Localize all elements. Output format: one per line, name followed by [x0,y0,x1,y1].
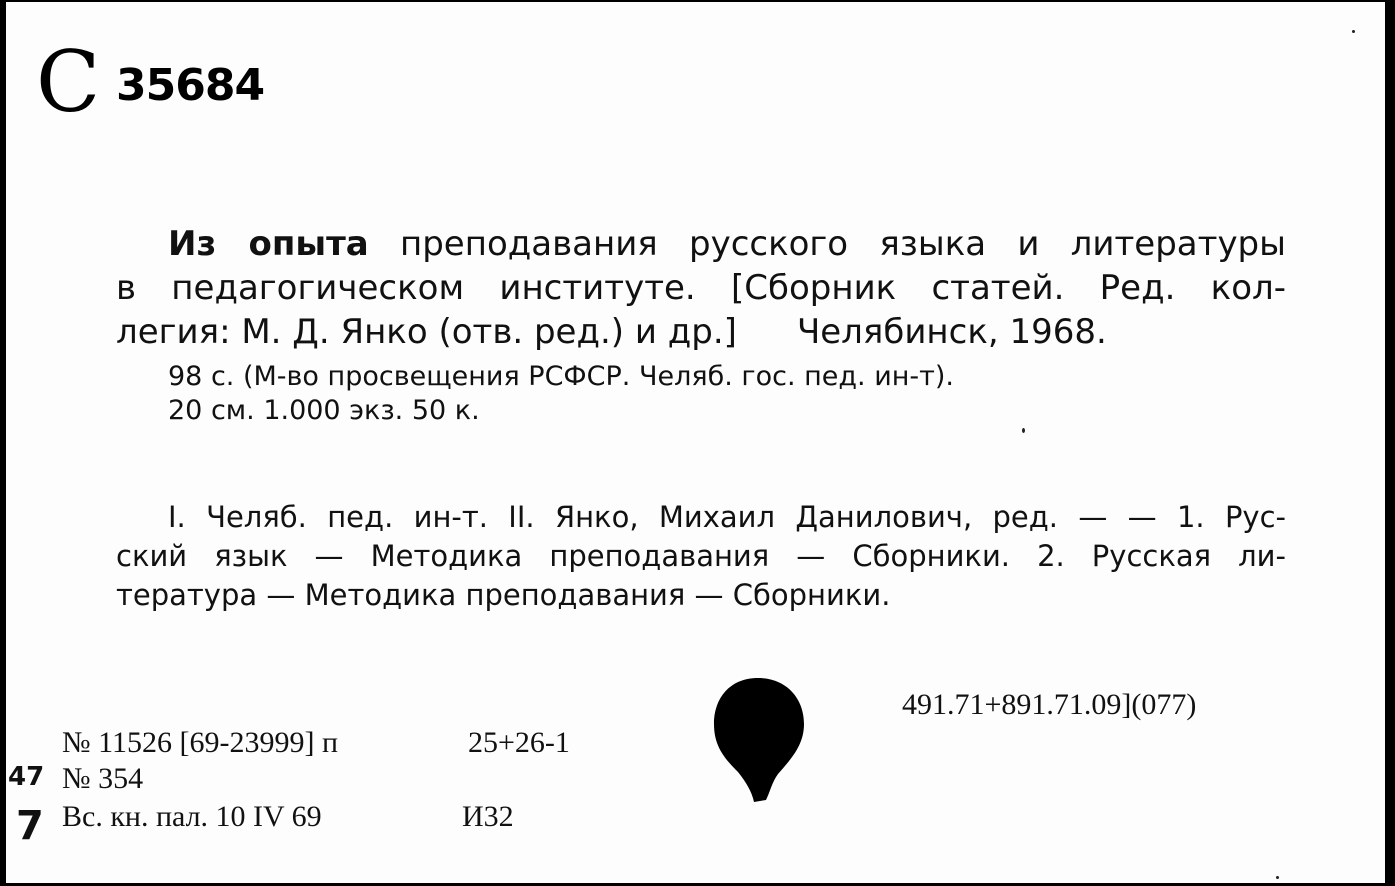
scan-speck [1352,30,1355,33]
title-line-3-a: легия: М. Д. Янко (отв. ред.) и др.] [116,312,737,352]
description-line-2: 20 см. 1.000 экз. 50 к. [168,395,480,426]
title-bold: Из опыта [168,224,369,264]
call-letter: C [36,33,101,131]
scan-speck [1276,876,1279,879]
title-line-1-rest: преподавания русского языка и литературы [368,224,1286,264]
description-line-1: 98 с. (М-во просвещения РСФСР. Челяб. гос. пед. ин-т). [168,361,954,392]
footer-chamber: Вс. кн. пал. 10 IV 69 [62,800,322,833]
footer-number-2: № 354 [62,762,144,795]
title-block [116,222,1286,354]
footer-side-number: 47 [8,762,45,792]
scan-speck [1022,428,1025,433]
scan-border-top [0,0,1395,2]
footer-code-2: И32 [462,800,514,833]
description [168,360,954,428]
subjects-line-1: I. Челяб. пед. ин-т. II. Янко, Михаил Данилович, ред. — — 1. Рус- [168,500,1286,534]
call-number: 35684 [116,60,265,111]
handwritten-mark: 7 [16,803,44,849]
title-line-2: в педагогическом институте. [Сборник статей. Ред. кол- [116,268,1286,308]
subjects-line-3: тература — Методика преподавания — Сборники. [116,578,891,612]
scan-border-left [0,0,6,886]
title-line-3 [116,310,1286,354]
subject-headings [116,498,1286,615]
punch-hole-icon [706,674,810,806]
title-line-3-b: Челябинск, 1968. [796,312,1107,352]
scan-border-right [1385,0,1395,886]
footer-code: 25+26-1 [468,726,570,759]
udc-classification: 491.71+891.71.09](077) [902,688,1197,721]
title-line-1 [116,222,1286,266]
subjects-line-2: ский язык — Методика преподавания — Сборники. 2. Русская ли- [116,539,1286,573]
footer-number: № 11526 [69-23999] п [62,726,339,759]
